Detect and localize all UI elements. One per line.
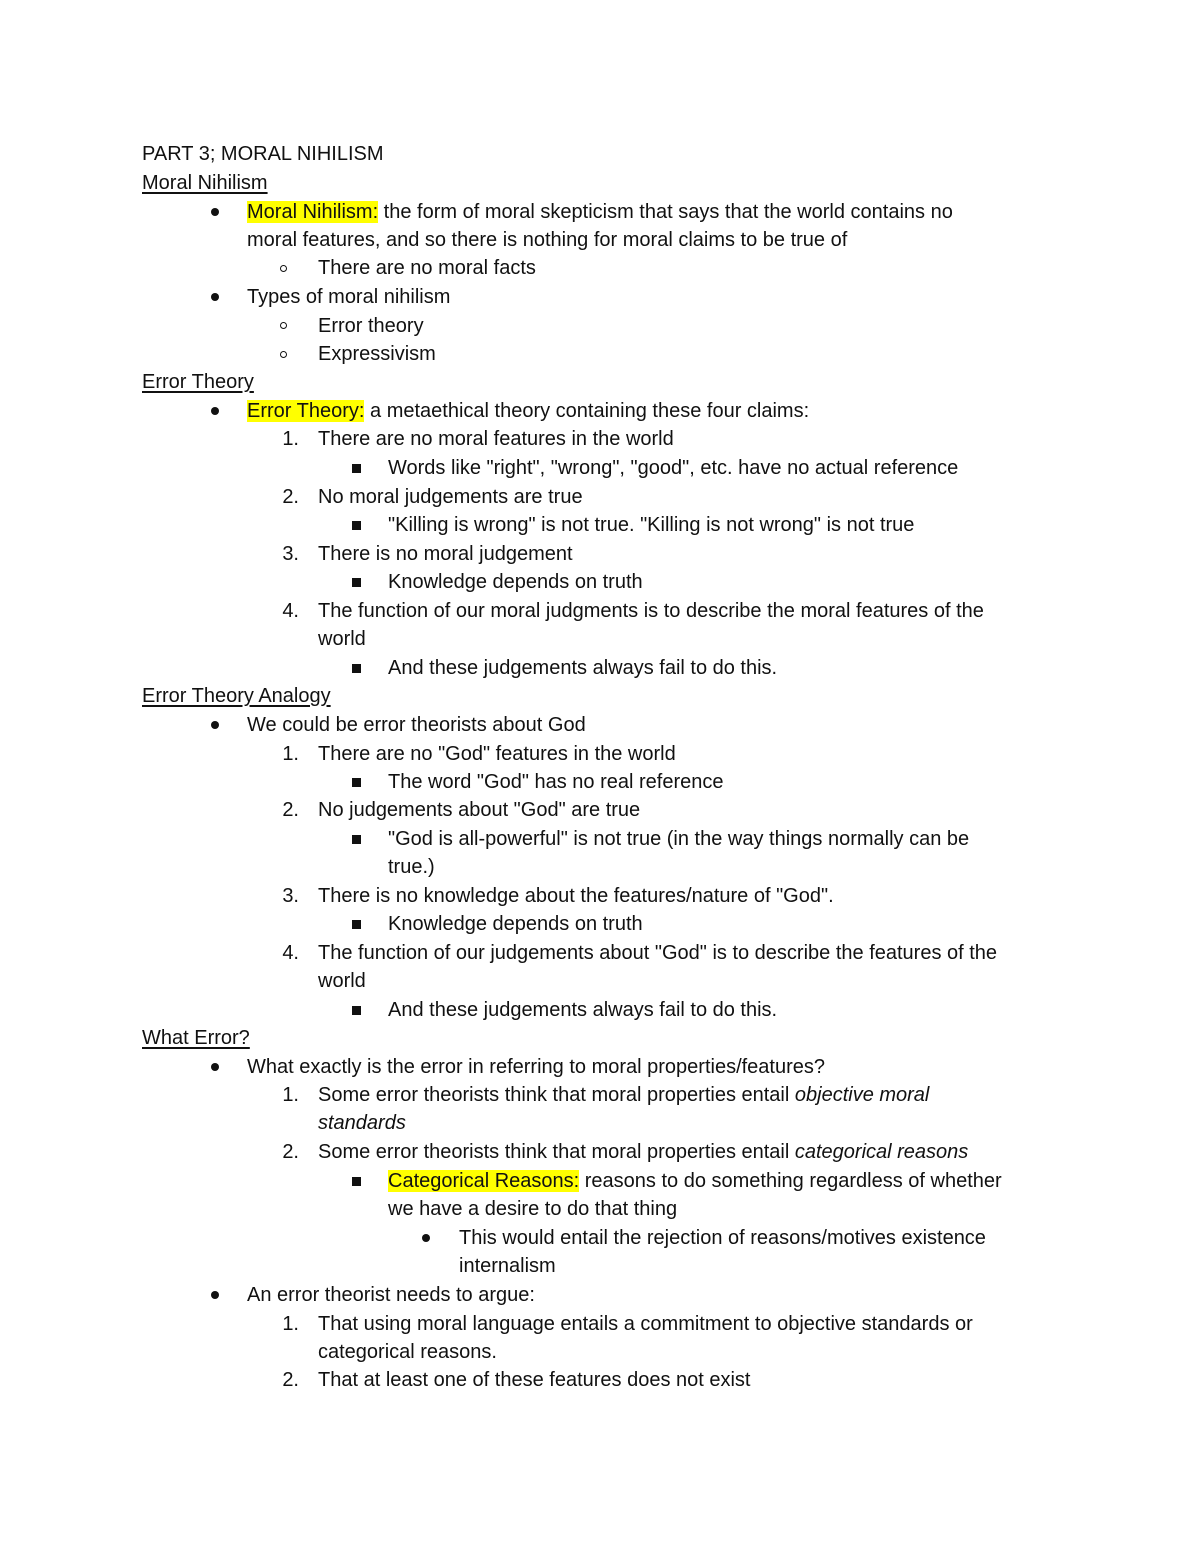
list-number: 1. — [282, 428, 299, 450]
bullet-icon — [211, 293, 219, 301]
highlighted-term: Categorical Reasons: — [388, 1170, 580, 1192]
list-number: 3. — [282, 543, 299, 565]
list-number: 4. — [282, 600, 299, 622]
list-item: No moral judgements are true — [318, 486, 583, 508]
list-item: Error theory — [318, 315, 424, 337]
bullet-icon — [211, 407, 219, 415]
list-item-continuation: moral features, and so there is nothing for moral claims to be true of — [247, 229, 848, 251]
list-item: There are no moral features in the world — [318, 428, 674, 450]
list-item: "Killing is wrong" is not true. "Killing is not wrong" is not true — [388, 514, 915, 536]
list-item-continuation: standards — [318, 1112, 406, 1134]
list-item-continuation: true.) — [388, 856, 435, 878]
square-bullet-icon — [352, 664, 361, 673]
list-item: Words like "right", "wrong", "good", etc. have no actual reference — [388, 457, 959, 479]
list-item: Knowledge depends on truth — [388, 571, 643, 593]
hollow-bullet-icon — [280, 265, 287, 272]
list-item: Categorical Reasons: reasons to do something regardless of whether — [388, 1170, 1002, 1192]
bullet-icon — [211, 1291, 219, 1299]
list-item: That using moral language entails a commitment to objective standards or — [318, 1313, 973, 1335]
square-bullet-icon — [352, 920, 361, 929]
square-bullet-icon — [352, 578, 361, 587]
list-item: The function of our moral judgments is to describe the moral features of the — [318, 600, 984, 622]
list-number: 2. — [282, 1141, 299, 1163]
list-number: 4. — [282, 942, 299, 964]
bullet-icon — [422, 1234, 430, 1242]
square-bullet-icon — [352, 521, 361, 530]
square-bullet-icon — [352, 1006, 361, 1015]
square-bullet-icon — [352, 1177, 361, 1186]
list-item: The word "God" has no real reference — [388, 771, 724, 793]
list-item: Error Theory: a metaethical theory containing these four claims: — [247, 400, 810, 422]
list-item: Types of moral nihilism — [247, 286, 451, 308]
section-heading-error-theory: Error Theory — [142, 371, 254, 393]
list-item-continuation: categorical reasons. — [318, 1341, 497, 1363]
list-item: And these judgements always fail to do this. — [388, 999, 778, 1021]
list-item: What exactly is the error in referring to moral properties/features? — [247, 1056, 826, 1078]
list-item: The function of our judgements about "God" is to describe the features of the — [318, 942, 998, 964]
list-number: 1. — [282, 743, 299, 765]
list-item: Some error theorists think that moral properties entail categorical reasons — [318, 1141, 969, 1163]
bullet-icon — [211, 1063, 219, 1071]
list-item-continuation: world — [318, 628, 366, 650]
list-item: An error theorist needs to argue: — [247, 1284, 535, 1306]
square-bullet-icon — [352, 778, 361, 787]
bullet-icon — [211, 208, 219, 216]
section-heading-error-theory-analogy: Error Theory Analogy — [142, 685, 331, 707]
page-title: PART 3; MORAL NIHILISM — [142, 143, 384, 165]
list-item: This would entail the rejection of reasons/motives existence — [459, 1227, 986, 1249]
section-heading-what-error: What Error? — [142, 1027, 250, 1049]
list-item-continuation: world — [318, 970, 366, 992]
highlighted-term: Moral Nihilism: — [247, 201, 379, 223]
list-item: There are no "God" features in the world — [318, 743, 676, 765]
highlighted-term: Error Theory: — [247, 400, 365, 422]
list-number: 2. — [282, 799, 299, 821]
list-number: 1. — [282, 1084, 299, 1106]
square-bullet-icon — [352, 835, 361, 844]
list-item: There is no knowledge about the features/nature of "God". — [318, 885, 834, 907]
list-item: "God is all-powerful" is not true (in the way things normally can be — [388, 828, 970, 850]
list-item: And these judgements always fail to do this. — [388, 657, 778, 679]
list-item-continuation: internalism — [459, 1255, 556, 1277]
list-number: 2. — [282, 486, 299, 508]
hollow-bullet-icon — [280, 322, 287, 329]
list-item: There are no moral facts — [318, 257, 536, 279]
list-item: Moral Nihilism: the form of moral skepticism that says that the world contains no — [247, 201, 953, 223]
hollow-bullet-icon — [280, 351, 287, 358]
list-number: 3. — [282, 885, 299, 907]
list-number: 1. — [282, 1313, 299, 1335]
section-heading-moral-nihilism: Moral Nihilism — [142, 172, 268, 194]
list-item: That at least one of these features does not exist — [318, 1369, 751, 1391]
list-item: Some error theorists think that moral properties entail objective moral — [318, 1084, 930, 1106]
list-item: There is no moral judgement — [318, 543, 573, 565]
list-item-continuation: we have a desire to do that thing — [388, 1198, 678, 1220]
list-item: Knowledge depends on truth — [388, 913, 643, 935]
bullet-icon — [211, 721, 219, 729]
list-item: No judgements about "God" are true — [318, 799, 641, 821]
list-number: 2. — [282, 1369, 299, 1391]
square-bullet-icon — [352, 464, 361, 473]
list-item: Expressivism — [318, 343, 436, 365]
list-item: We could be error theorists about God — [247, 714, 586, 736]
